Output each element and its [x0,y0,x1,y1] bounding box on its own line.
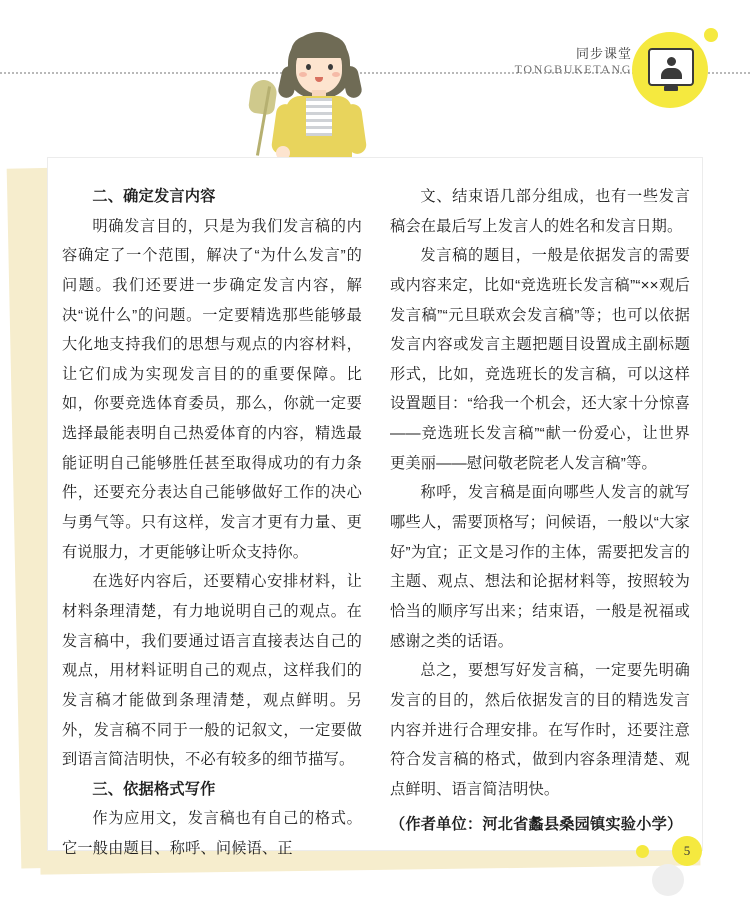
author-affiliation: （作者单位：河北省蠡县桑园镇实验小学） [390,816,683,834]
decorative-dot-yellow-icon [636,845,649,858]
monitor-person-head [667,57,676,66]
striped-shirt [306,98,332,136]
section-heading: 二、确定发言内容 [92,188,216,205]
girl-with-wheat-illustration [258,22,388,172]
paragraph: 在选好内容后，还要精心安排材料，让材料条理清楚，有力地说明自己的观点。在发言稿中，我们要通过语言直接表达自己的观点，用材料证明自己的观点，这样我们的发言稿才能做到条理清楚，观点鲜明。另外，发言稿不同于一般的记叙文，一定要做到语言简洁明快，不必有较多的细节描写。 [62,573,362,769]
paragraph: 发言稿的题目，一般是依据发言的需要或内容来定，比如“竞选班长发言稿”“××观后发言稿”“元旦联欢会发言稿”等；也可以依据发言内容或发言主题把题目设置成主副标题形式，比如，竞选班长的发言稿，可以这样设置题目：“给我一个机会，还大家十分惊喜——竞选班长发言稿”“献一份爱心，让世界更美丽——慰问敬老院老人发言稿”等。 [390,247,690,472]
decorative-dot-gray-icon [652,864,684,896]
paragraph: 作为应用文，发言稿也有自己的格式。它一般由题目、称呼、问候语、正 [62,810,362,858]
video-lesson-icon [648,48,694,86]
eye-right [328,64,333,70]
section-label-cn: 同步课堂 [575,46,632,61]
paragraph: 称呼，发言稿是面向哪些人发言的就写哪些人，需要顶格写；问候语，一般以“大家好”为宜；正文是习作的主体，需要把发言的主题、观点、想法和论据材料等，按照较为恰当的顺序写出来；结束语，一般是祝福或感谢之类的话语。 [390,484,690,650]
article-column-left [62,182,362,858]
hair-fringe [291,36,347,58]
monitor-stand-icon [664,86,678,91]
blush-left [299,72,307,77]
decorative-dot-icon [704,28,718,42]
section-heading: 三、依据格式写作 [92,780,216,798]
article-column-right [390,182,690,834]
article-body [62,182,690,858]
eye-left [306,64,311,70]
page-number-badge: 5 [672,836,702,866]
paragraph: 总之，要想写好发言稿，一定要先明确发言的目的，然后依据发言的目的精选发言内容并进行合理安排。在写作时，还要注意符合发言稿的格式，做到内容条理清楚、观点鲜明、语言简洁明快。 [390,662,690,798]
section-label-en: TONGBUKETANG [514,62,632,77]
paragraph: 文、结束语几部分组成，也有一些发言稿会在最后写上发言人的姓名和发言日期。 [390,188,690,235]
paragraph: 明确发言目的，只是为我们发言稿的内容确定了一个范围，解决了“为什么发言”的问题。我们还要进一步确定发言内容，解决“说什么”的问题。一定要精选那些能够最大化地支持我们的思想与观点的内容材料，让它们成为实现发言目的的重要保障。比如，你要竞选体育委员，那么，你就一定要选择最能表明自己热爱体育的内容，精选最能证明自己能够胜任甚至取得成功的有力条件，还要充分表达自己能够做好工作的决心与勇气等。只有这样，发言才更有力量、更有说服力，才更能够让听众支持你。 [62,217,362,561]
blush-right [332,72,340,77]
section-label [515,46,632,77]
monitor-person-body [661,68,682,79]
